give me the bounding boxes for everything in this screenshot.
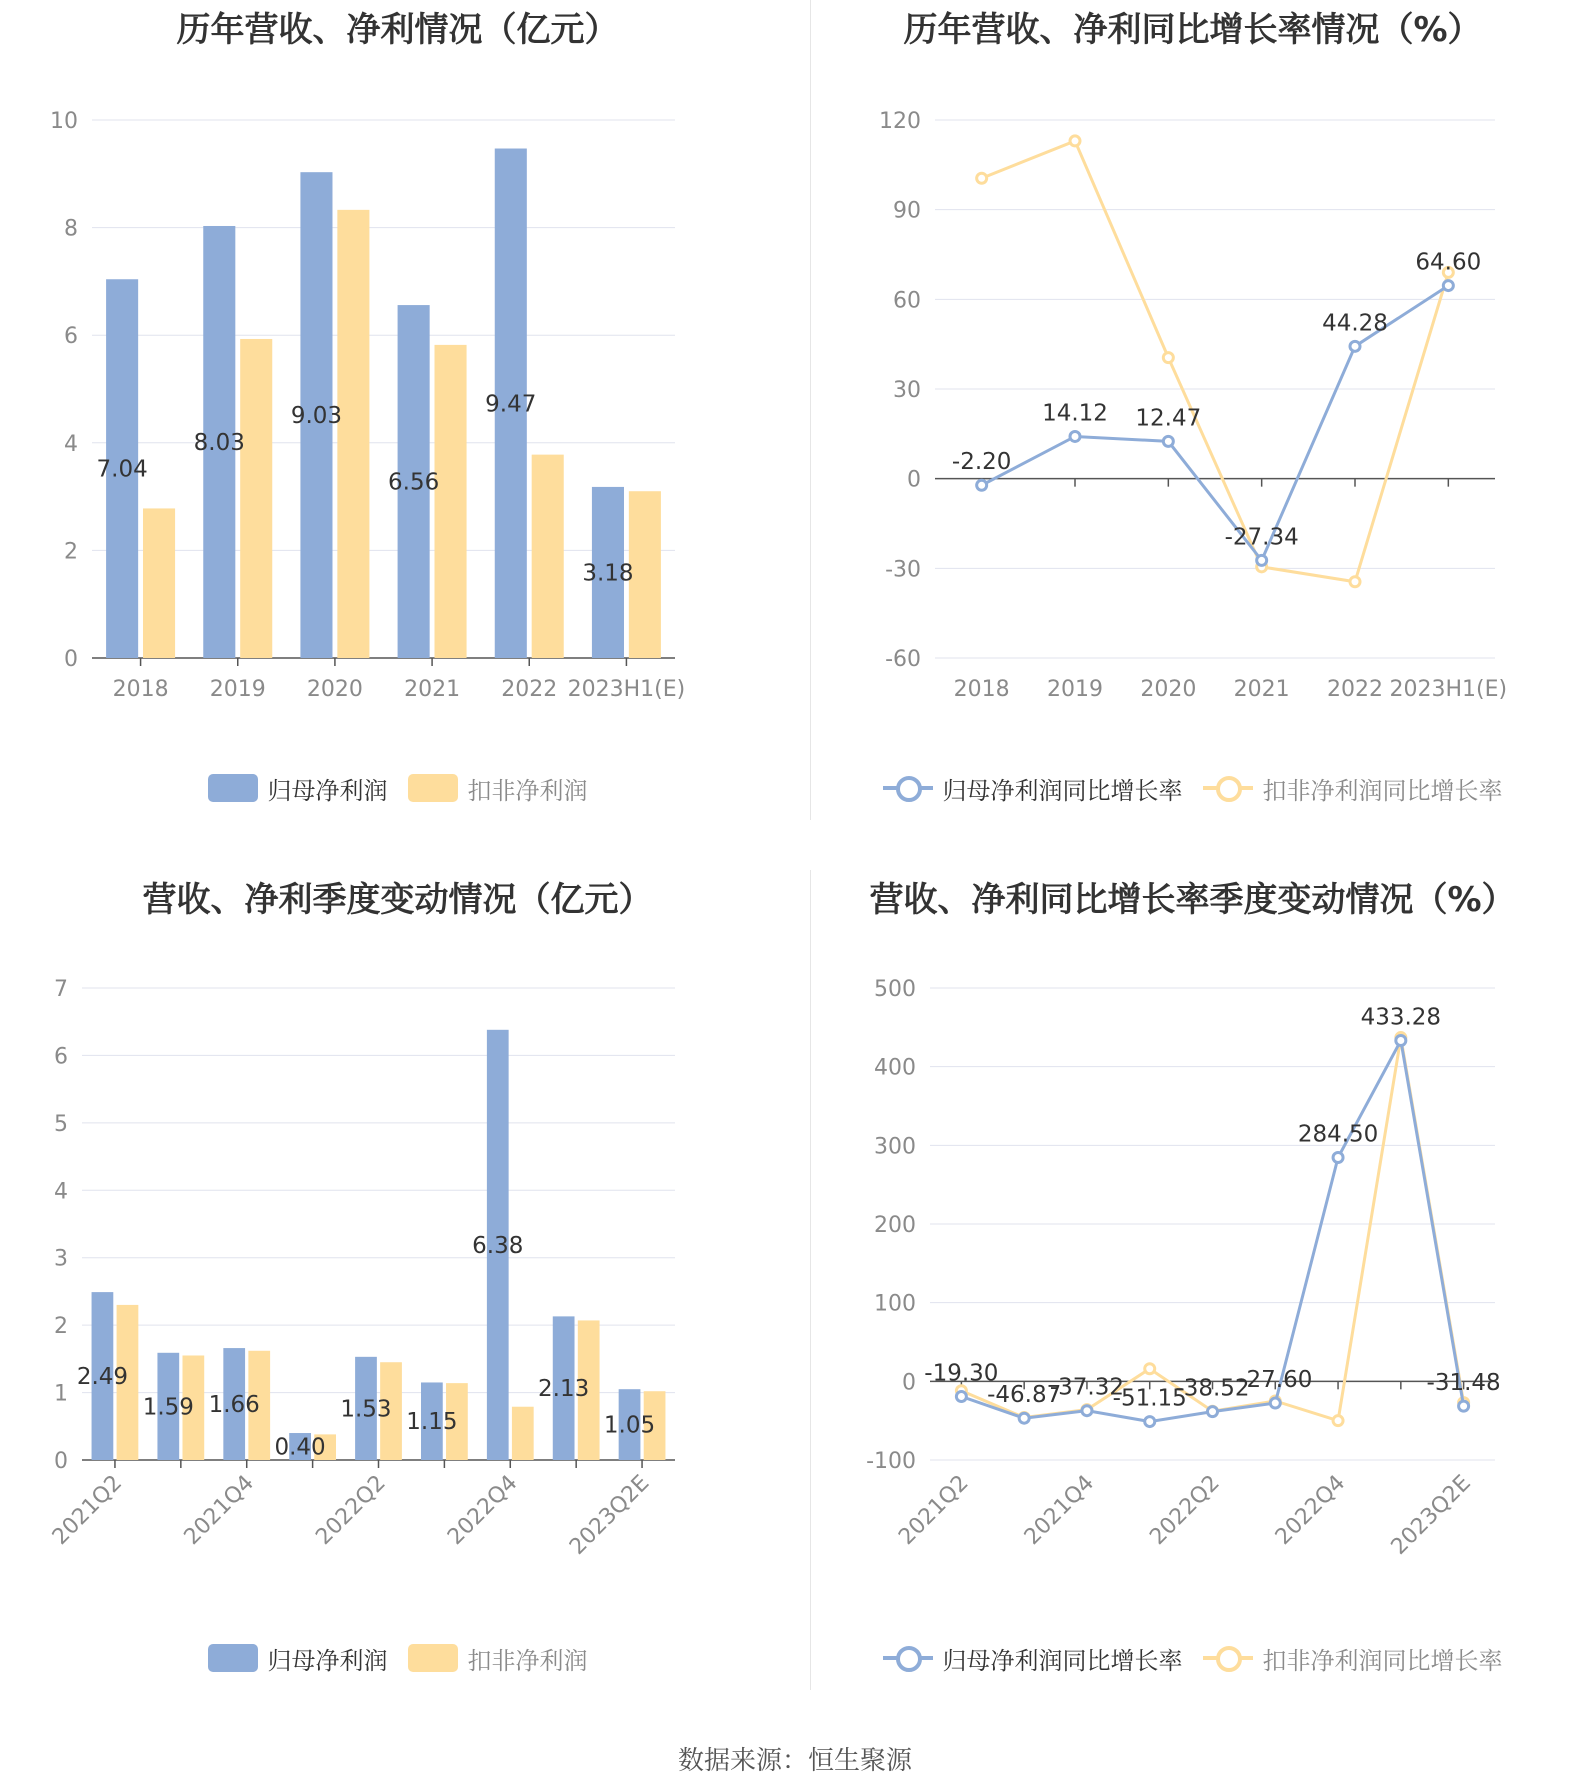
y-tick-label: 30 — [893, 378, 921, 403]
legend-swatch — [883, 774, 933, 802]
data-point — [977, 173, 987, 183]
chart-title: 历年营收、净利同比增长率情况（%） — [903, 10, 1482, 50]
data-label: 7.04 — [96, 456, 148, 483]
legend-swatch — [883, 1644, 933, 1672]
y-tick-label: 0 — [54, 1449, 68, 1474]
x-tick-label: 2023H1(E) — [567, 677, 686, 702]
data-label: -31.48 — [1426, 1370, 1501, 1397]
x-tick-label: 2021Q4 — [1019, 1470, 1100, 1550]
legend-label: 扣非净利润 — [467, 776, 588, 805]
data-label: 284.50 — [1297, 1121, 1379, 1148]
data-label: -51.15 — [1112, 1385, 1187, 1412]
legend-label: 归母净利润同比增长率 — [942, 1646, 1183, 1675]
data-label: 12.47 — [1135, 405, 1202, 432]
data-label: -46.87 — [987, 1382, 1062, 1409]
data-label: -27.60 — [1238, 1367, 1313, 1394]
legend-swatch — [408, 774, 458, 802]
data-point — [1163, 436, 1173, 446]
x-tick-label: 2022Q2 — [1145, 1470, 1225, 1550]
x-tick-label: 2023Q2E — [565, 1470, 655, 1560]
x-tick-label: 2022Q2 — [311, 1470, 391, 1550]
data-point — [1257, 555, 1267, 565]
y-tick-label: 4 — [64, 431, 78, 457]
x-tick-label: 2021 — [404, 677, 461, 702]
data-label: 6.38 — [472, 1232, 524, 1259]
data-label: -2.20 — [951, 449, 1012, 476]
data-point — [1333, 1416, 1343, 1426]
y-tick-label: 6 — [54, 1044, 68, 1070]
chart-panel-quarterly-profit — [0, 870, 795, 1740]
y-tick-label: 10 — [50, 109, 78, 134]
data-label: 9.47 — [485, 391, 537, 418]
x-tick-label: 2022 — [501, 677, 558, 702]
bar-deducted-net-profit — [240, 339, 272, 658]
data-point — [956, 1392, 966, 1402]
data-label: 2.13 — [538, 1376, 590, 1403]
y-tick-label: 0 — [907, 467, 921, 493]
chart-title: 营收、净利同比增长率季度变动情况（%） — [869, 880, 1516, 920]
chart-legend — [795, 1638, 1590, 1678]
x-tick-label: 2021Q4 — [179, 1470, 259, 1550]
legend-swatch — [208, 1644, 258, 1672]
series-line-deducted-growth — [982, 141, 1449, 582]
y-tick-label: 100 — [874, 1291, 916, 1317]
legend-item[interactable] — [408, 1641, 588, 1676]
y-tick-label: 2 — [64, 539, 78, 565]
data-point — [1163, 353, 1173, 363]
chart-title: 营收、净利季度变动情况（亿元） — [142, 880, 653, 920]
chart-canvas — [795, 870, 1590, 1630]
y-tick-label: 1 — [54, 1381, 68, 1407]
data-point — [1333, 1153, 1343, 1163]
data-label: 1.59 — [142, 1394, 194, 1421]
bar-deducted-net-profit — [435, 345, 467, 658]
legend-label: 扣非净利润 — [467, 1646, 588, 1675]
series-line-deducted-growth — [961, 1038, 1463, 1421]
y-tick-label: 60 — [893, 288, 921, 314]
data-label: 1.66 — [208, 1392, 260, 1419]
chart-panel-annual-growth — [795, 0, 1590, 870]
data-source-note: 数据来源：恒生聚源 — [677, 1746, 912, 1776]
y-tick-label: 8 — [64, 216, 78, 242]
x-tick-label: 2023H1(E) — [1389, 677, 1508, 702]
data-label: -27.34 — [1224, 524, 1299, 551]
data-point — [1208, 1407, 1218, 1417]
chart-legend — [0, 1638, 795, 1678]
chart-panel-quarterly-growth — [795, 870, 1590, 1740]
x-tick-label: 2022Q4 — [443, 1470, 523, 1550]
data-label: -38.52 — [1175, 1375, 1250, 1402]
legend-item[interactable] — [1203, 1641, 1503, 1676]
bar-deducted-net-profit — [532, 455, 564, 658]
y-tick-label: 500 — [874, 977, 916, 1002]
chart-canvas — [0, 0, 795, 760]
chart-title: 历年营收、净利情况（亿元） — [176, 10, 619, 50]
data-label: 64.60 — [1415, 249, 1482, 276]
y-tick-label: 5 — [54, 1111, 68, 1137]
x-tick-label: 2020 — [1140, 677, 1197, 702]
data-label: 2.49 — [76, 1364, 129, 1391]
data-label: 9.03 — [290, 403, 343, 430]
data-point — [1082, 1406, 1092, 1416]
x-tick-label: 2022 — [1327, 677, 1383, 702]
y-tick-label: 400 — [874, 1055, 916, 1081]
data-label: 433.28 — [1360, 1004, 1442, 1031]
legend-item[interactable] — [408, 771, 588, 806]
data-label: 0.40 — [274, 1434, 326, 1461]
y-tick-label: 7 — [54, 977, 68, 1002]
y-tick-label: 6 — [64, 324, 78, 350]
chart-canvas — [0, 870, 795, 1630]
data-label: 6.56 — [388, 469, 440, 496]
legend-swatch — [208, 774, 258, 802]
y-tick-label: 4 — [54, 1179, 68, 1205]
legend-item[interactable] — [208, 1641, 388, 1676]
y-tick-label: 120 — [879, 109, 921, 134]
y-tick-label: 90 — [893, 198, 921, 224]
x-tick-label: 2022Q4 — [1270, 1470, 1351, 1550]
data-point — [977, 480, 987, 490]
chart-legend — [0, 768, 795, 808]
legend-item[interactable] — [883, 1641, 1183, 1676]
legend-swatch — [1203, 774, 1253, 802]
y-tick-label: 3 — [54, 1246, 68, 1272]
x-tick-label: 2019 — [1047, 677, 1103, 702]
data-point — [1070, 136, 1080, 146]
data-point — [1396, 1035, 1406, 1045]
legend-swatch — [408, 1644, 458, 1672]
data-point — [1270, 1398, 1280, 1408]
data-label: 1.53 — [340, 1396, 392, 1423]
bar-deducted-net-profit — [337, 210, 369, 658]
x-tick-label: 2021 — [1233, 677, 1290, 702]
data-point — [1019, 1413, 1029, 1423]
y-tick-label: -60 — [885, 647, 921, 672]
data-label: 3.18 — [582, 560, 634, 587]
x-tick-label: 2018 — [953, 677, 1010, 702]
legend-swatch — [1203, 1644, 1253, 1672]
x-tick-label: 2020 — [306, 677, 363, 702]
data-label: -37.32 — [1049, 1374, 1125, 1401]
legend-label: 归母净利润 — [267, 1646, 388, 1675]
legend-label: 归母净利润同比增长率 — [942, 776, 1183, 805]
chart-legend — [795, 768, 1590, 808]
y-tick-label: 300 — [874, 1134, 916, 1160]
data-label: 1.05 — [603, 1412, 656, 1439]
data-label: 44.28 — [1322, 310, 1388, 337]
y-tick-label: 0 — [64, 647, 78, 672]
data-point — [1350, 341, 1360, 351]
data-label: 8.03 — [193, 429, 245, 456]
legend-label: 归母净利润 — [267, 776, 388, 805]
y-tick-label: 200 — [874, 1213, 916, 1238]
x-tick-label: 2018 — [112, 677, 169, 702]
data-point — [1070, 431, 1080, 441]
data-point — [1145, 1417, 1155, 1427]
y-tick-label: 0 — [902, 1370, 916, 1396]
legend-item[interactable] — [1203, 771, 1503, 806]
legend-label: 扣非净利润同比增长率 — [1262, 776, 1503, 805]
x-tick-label: 2019 — [209, 677, 266, 702]
y-tick-label: -30 — [885, 557, 921, 583]
series-line-parent-growth — [961, 1040, 1463, 1421]
data-label: 1.15 — [406, 1409, 458, 1436]
data-point — [1145, 1364, 1155, 1374]
y-tick-label: 2 — [54, 1314, 68, 1340]
bar-deducted-net-profit — [629, 491, 661, 658]
legend-item[interactable] — [208, 771, 388, 806]
x-tick-label: 2021Q2 — [894, 1470, 974, 1550]
legend-label: 扣非净利润同比增长率 — [1262, 1646, 1503, 1675]
bar-deducted-net-profit — [143, 508, 175, 658]
x-tick-label: 2023Q2E — [1386, 1470, 1476, 1560]
bar-deducted-net-profit — [512, 1407, 534, 1460]
data-point — [1350, 577, 1360, 587]
data-point — [1443, 281, 1453, 291]
data-label: -19.30 — [924, 1360, 999, 1387]
y-tick-label: -100 — [866, 1449, 916, 1474]
data-label: 14.12 — [1042, 400, 1108, 427]
legend-item[interactable] — [883, 771, 1183, 806]
x-tick-label: 2021Q2 — [47, 1470, 128, 1550]
chart-panel-annual-profit — [0, 0, 795, 870]
data-point — [1459, 1401, 1469, 1411]
chart-canvas — [795, 0, 1590, 760]
